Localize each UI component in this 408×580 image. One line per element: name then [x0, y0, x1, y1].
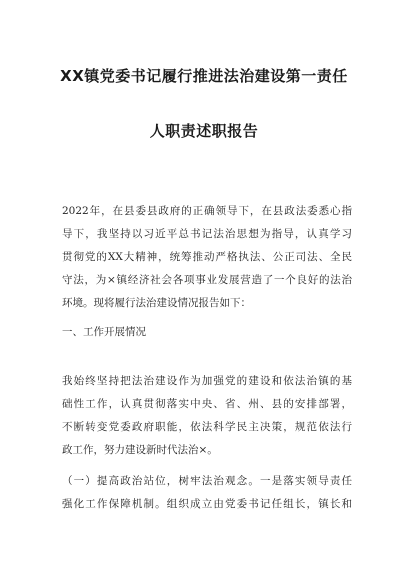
text-line: 守法，为×镇经济社会各项事业发展营造了一个良好的法治: [62, 274, 352, 286]
text-line: 一、工作开展情况: [62, 326, 146, 338]
text-line: 政工作，努力建设新时代法治×。: [62, 444, 218, 456]
document-title-line-2: 人职责述职报告: [149, 122, 259, 140]
text-line: 础性工作，认真贯彻落实中央、省、州、县的安排部署，: [62, 398, 352, 410]
text-line: （一）提高政治站位，树牢法治观念。一是落实领导责任: [62, 475, 352, 487]
paragraph-intro: [62, 200, 352, 315]
text-line: 环境。现将履行法治建设情况报告如下：: [62, 297, 251, 309]
text-line: 2022年，在县委县政府的正确领导下，在县政法委悉心指: [62, 205, 352, 217]
text-line: 我始终坚持把法治建设作为加强党的建设和依法治镇的基: [62, 375, 352, 387]
paragraph-body: [62, 370, 352, 462]
text-line: 贯彻党的XX大精神，统筹推动严格执法、公正司法、全民: [62, 251, 352, 263]
text-line: 不断转变党委政府职能，依法科学民主决策，规范依法行: [62, 421, 352, 433]
text-line: 导下，我坚持以习近平总书记法治思想为指导，认真学习: [62, 228, 352, 240]
paragraph-subsection: [62, 470, 352, 516]
document-title-line-1: XX镇党委书记履行推进法治建设第一责任: [60, 67, 348, 85]
section-heading: [62, 321, 352, 344]
text-line: 强化工作保障机制。组织成立由党委书记任组长，镇长和: [62, 498, 352, 510]
